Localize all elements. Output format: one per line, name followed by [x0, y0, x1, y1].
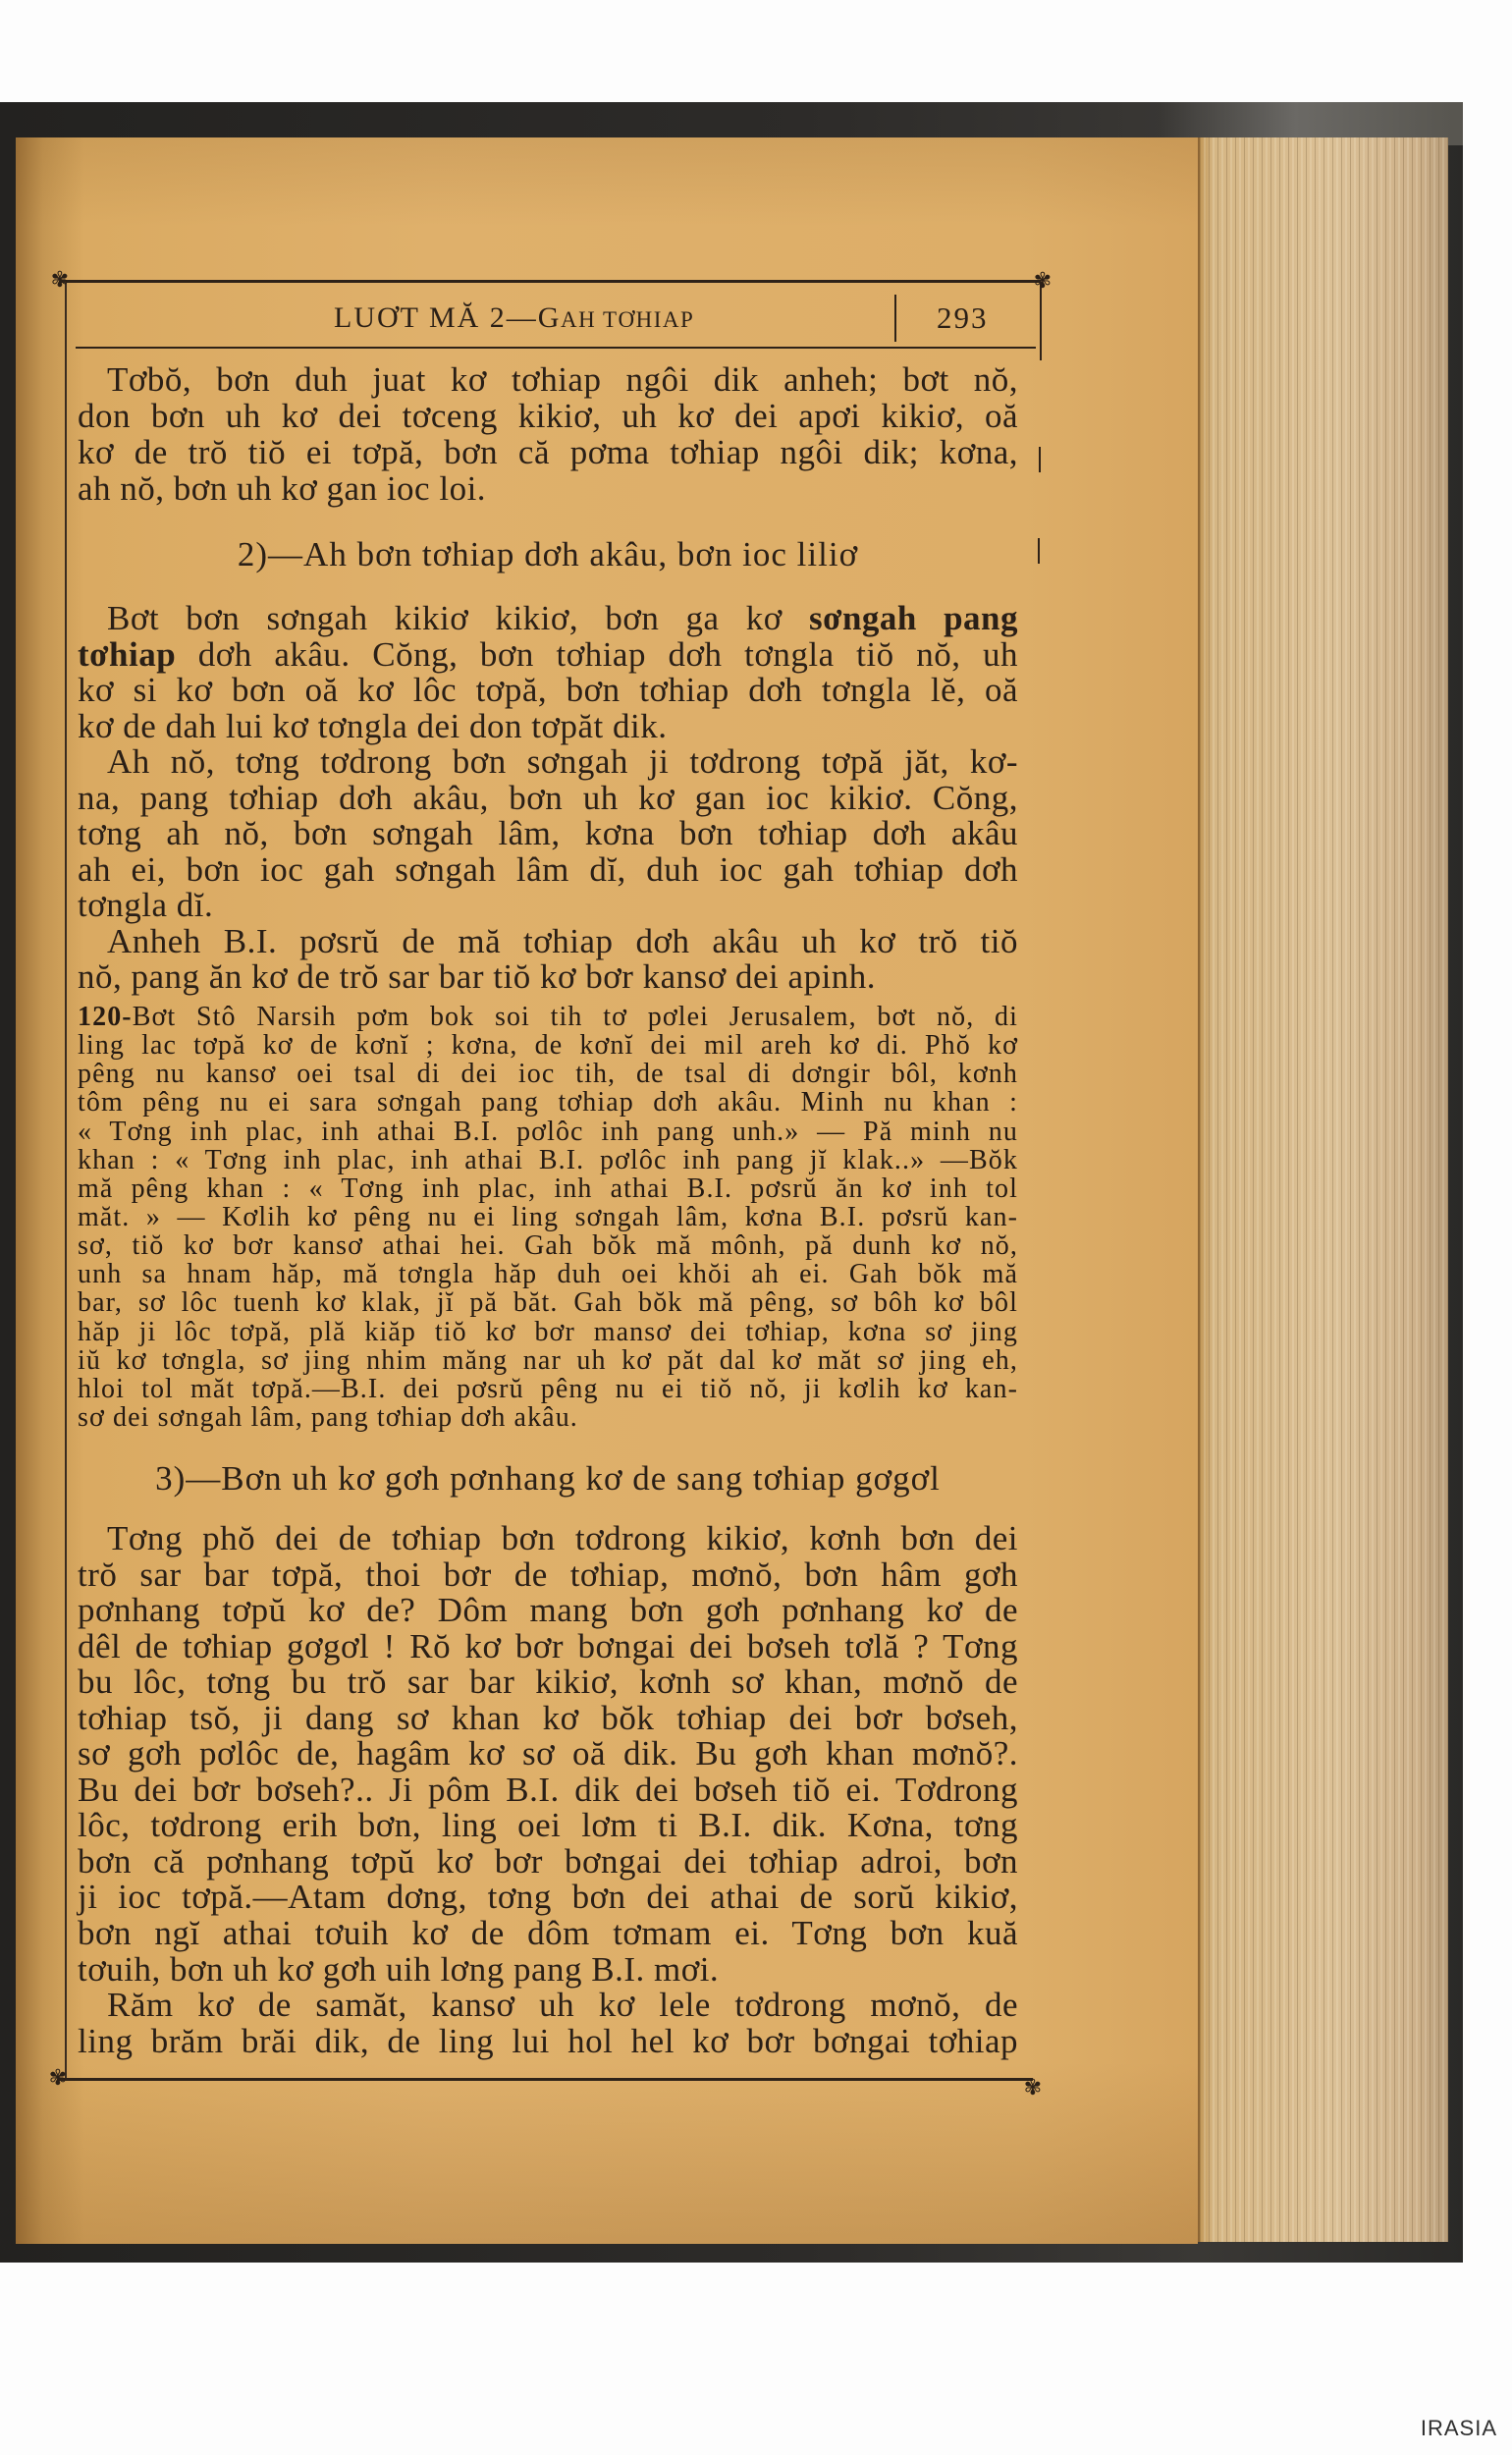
text-line: [78, 1003, 1018, 1031]
left-margin-rule: [65, 282, 67, 2079]
text-line: tơuih, bơn uh kơ gơh uih lơng pang B.I. mơi.: [78, 1949, 720, 1989]
text-line: don bơn uh kơ dei tơceng kikiơ, uh kơ dei apơi kikiơ, oă: [78, 397, 1018, 435]
text-line: ah nŏ, bơn uh kơ gan ioc loi.: [78, 469, 487, 508]
text-line: Răm kơ de samăt, kansơ uh kơ lele tơdrong mơnŏ, de: [107, 1986, 1018, 2025]
header-top-rule: [60, 280, 1041, 283]
text-line: ling brăm brăi dik, de ling lui hol hel kơ bơr bơngai tơhiap: [78, 2021, 1018, 2060]
text-line: sơ, tiŏ kơ bơr kansơ athai hei. Gah bŏk mă mônh, pă dunh kơ nŏ,: [78, 1230, 1018, 1262]
text-run: Bơt bơn sơngah kikiơ kikiơ, bơn ga kơ: [107, 599, 783, 637]
section-heading: 3)—Bơn uh kơ gơh pơnhang kơ de sang tơhiap gơgơl: [155, 1459, 941, 1498]
right-rule-fragment: [1038, 538, 1040, 564]
text-line: ji ioc tơpă.—Atam dơng, tơng bơn dei athai de sorŭ kikiơ,: [78, 1878, 1018, 1917]
text-line: tôm pêng nu ei sara sơngah pang tơhiap dơh akâu. Minh nu khan :: [78, 1087, 1018, 1118]
page-number: 293: [937, 300, 989, 335]
note-number: 120-: [78, 1002, 133, 1032]
text-line: Tơng phŏ dei de tơhiap bơn tơdrong kikiơ, kơnh bơn dei: [107, 1519, 1018, 1557]
paragraph: [78, 361, 1018, 507]
text-line: na, pang tơhiap dơh akâu, bơn uh kơ gan ioc kikiơ. Cŏng,: [78, 778, 1018, 817]
right-rule-fragment: [1039, 447, 1041, 472]
text-line: trŏ sar bar tơpă, thoi bơr de tơhiap, mơnŏ, bơn hâm gơh: [78, 1555, 1018, 1594]
watermark: IRASIA: [1420, 2416, 1497, 2440]
text-line: unh sa hnam hăp, mă tơngla hăp duh oei khŏi ah ei. Gah bŏk mă: [78, 1259, 1018, 1290]
text-line: tơngla dĭ.: [78, 886, 214, 924]
text-line: ah ei, bơn ioc gah sơngah lâm dĭ, duh ioc gah tơhiap dơh: [78, 849, 1018, 889]
text-line: pêng nu kansơ oei tsal di dei ioc tih, de tsal di dơngir bôl, kơnh: [78, 1059, 1018, 1090]
text-line: kơ de trŏ tiŏ ei tơpă, bơn că pơma tơhiap ngôi dik; kơna,: [78, 433, 1018, 471]
paragraph-group: [78, 601, 1018, 996]
text-line: « Tơng inh plac, inh athai B.I. pơlôc inh pang unh.» — Pă minh nu: [78, 1116, 1018, 1147]
text-line: ling lac tơpă kơ de kơnĭ ; kơna, de kơnĭ dei mil areh kơ di. Phŏ kơ: [78, 1030, 1018, 1062]
text-line: sơ gơh pơlôc de, hagâm kơ sơ oă dik. Bu gơh khan mơnŏ?.: [78, 1734, 1018, 1773]
text-line: Ah nŏ, tơng tơdrong bơn sơngah ji tơdrong tơpă jăt, kơ-: [107, 742, 1018, 781]
text-line: khan : « Tơng inh plac, inh athai B.I. pơlôc inh pang jĭ klak..» —Bŏk: [78, 1144, 1018, 1175]
flower-ornament-icon: [1030, 269, 1055, 295]
running-head: [334, 296, 694, 341]
emphasis-run: tơhiap: [78, 634, 177, 674]
text-line: Anheh B.I. pơsrŭ de mă tơhiap dơh akâu uh kơ trŏ tiŏ: [107, 921, 1018, 960]
flower-ornament-icon: [45, 2066, 71, 2092]
text-line: iŭ kơ tơngla, sơ jing nhim măng nar uh kơ păt dal kơ măt sơ jing eh,: [78, 1344, 1018, 1376]
chapter-title: LUƠT MĂ 2—: [334, 301, 538, 334]
header-underline: [76, 347, 1036, 349]
text-line: lôc, tơdrong erih bơn, ling oei lơm ti B.I. dik. Kơna, tơng: [78, 1806, 1018, 1845]
text-line: bơn ngĭ athai tơuih kơ de dôm tơmam ei. Tơng bơn kuă: [78, 1914, 1018, 1953]
page-edges: [1198, 137, 1448, 2242]
paragraph-group: [78, 1521, 1018, 2059]
text-line: kơ de dah lui kơ tơngla dei don tơpăt dik.: [78, 706, 668, 745]
example-note: [78, 1003, 1018, 1432]
emphasis-run: sơngah pang: [808, 599, 1018, 637]
text-line: [78, 601, 1018, 637]
text-line: mă pêng khan : « Tơng inh plac, inh athai B.I. pơsrŭ ăn kơ inh tol: [78, 1173, 1018, 1204]
text-run: dơh akâu. Cŏng, bơn tơhiap dơh tơngla tiŏ nŏ, uh: [197, 634, 1019, 674]
text-run: Bơt Stô Narsih pơm bok soi tih tơ pơlei Jerusalem, bơt nŏ, di: [132, 1002, 1018, 1032]
text-line: hăp ji lôc tơpă, plă kiăp tiŏ kơ bơr mansơ dei tơhiap, kơna sơ jing: [78, 1316, 1018, 1347]
flower-ornament-icon: [1020, 2076, 1046, 2101]
text-line: bu lôc, tơng bu trŏ sar bar kikiơ, kơnh sơ khan, mơnŏ de: [78, 1663, 1018, 1702]
text-line: dêl de tơhiap gơgơl ! Rŏ kơ bơr bơngai dei bơseh tơlă ? Tơng: [78, 1626, 1018, 1665]
text-line: sơ dei sơngah lâm, pang tơhiap dơh akâu.: [78, 1401, 578, 1433]
header-separator: [894, 295, 896, 342]
text-line: bar, sơ lôc tuenh kơ klak, jĭ pă băt. Gah bŏk mă pêng, sơ bôh kơ bôl: [78, 1287, 1018, 1319]
text-line: măt. » — Kơlih kơ pêng nu ei ling sơngah lâm, kơna B.I. pơsrŭ kan-: [78, 1201, 1018, 1232]
text-line: pơnhang tơpŭ kơ de? Dôm mang bơn gơh pơnhang kơ de: [78, 1591, 1018, 1630]
bottom-rule: [58, 2078, 1033, 2081]
text-line: tơng ah nŏ, bơn sơngah lâm, kơna bơn tơhiap dơh akâu: [78, 814, 1018, 852]
text-line: Bu dei bơr bơseh?.. Ji pôm B.I. dik dei bơseh tiŏ ei. Tơdrong: [78, 1770, 1018, 1809]
text-line: nŏ, pang ăn kơ de trŏ sar bar tiŏ kơ bơr kansơ dei apinh.: [78, 957, 877, 996]
section-title: GAH TƠHIAP: [537, 301, 695, 334]
text-line: Tơbŏ, bơn duh juat kơ tơhiap ngôi dik anheh; bơt nŏ,: [107, 360, 1018, 399]
text-line: bơn că pơnhang tơpŭ kơ bơr bơngai dei tơhiap adroi, bơn: [78, 1841, 1018, 1881]
text-line: [78, 634, 1019, 674]
text-line: tơhiap tsŏ, ji dang sơ khan kơ bŏk tơhiap dei bơr bơseh,: [78, 1698, 1018, 1737]
section-heading: 2)—Ah bơn tơhiap dơh akâu, bơn ioc liliơ: [237, 535, 859, 573]
text-line: hloi tol măt tơpă.—B.I. dei pơsrŭ pêng nu ei tiŏ nŏ, ji kơlih kơ kan-: [78, 1373, 1018, 1404]
text-line: kơ si kơ bơn oă kơ lôc tơpă, bơn tơhiap dơh tơngla lĕ, oă: [78, 671, 1018, 709]
flower-ornament-icon: [47, 268, 73, 294]
